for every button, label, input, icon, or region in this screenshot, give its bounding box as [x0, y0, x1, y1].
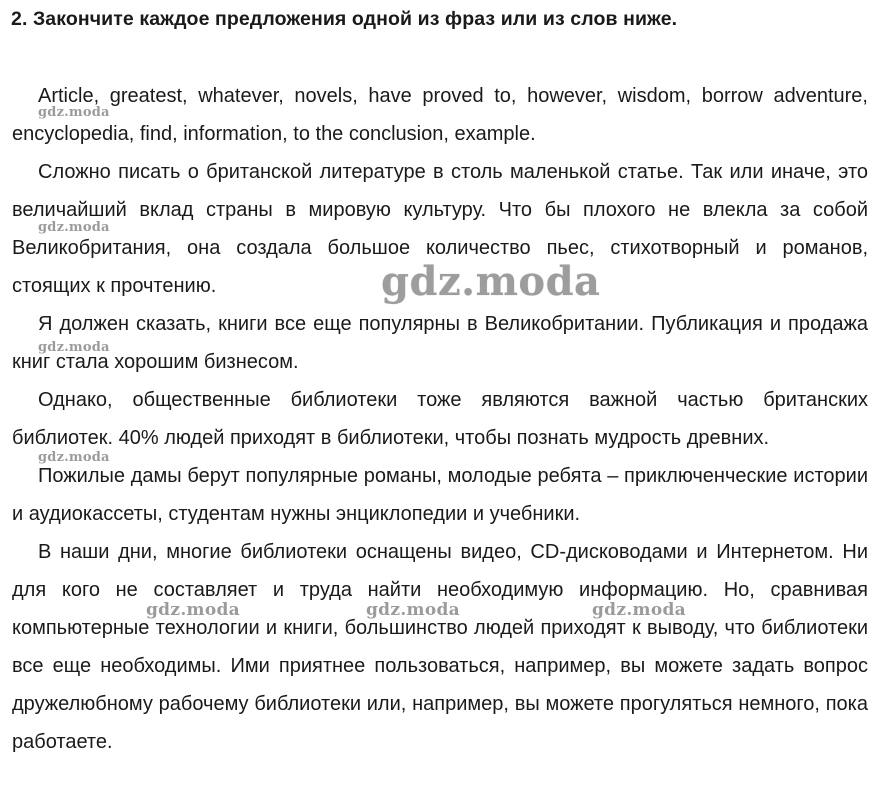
watermark-logo-large: gdz.moda [381, 258, 601, 305]
watermark-logo: gdz.moda [38, 105, 110, 120]
text-paragraph-5: В наши дни, многие библиотеки оснащены видео, CD-дисководами и Интернетом. Ни для кого не составляет и труда найти необходимую информацию. Но, сравнивая компьютерные технологии и книги, большинство людей приходят к выводу, что библиотеки все еще необходимы. Ими приятнее пользоваться, например, вы можете задать вопрос дружелюбному рабочему библиотеки или, например, вы можете прогуляться немного, пока работаете. [12, 541, 868, 753]
watermark-logo: gdz.moda [366, 600, 460, 620]
word-list-paragraph: Article, greatest, whatever, novels, have proved to, however, wisdom, borrow adventure, encyclopedia, find, information, to the conclusion, example. [12, 85, 868, 145]
exercise-heading: 2. Закончите каждое предложения одной из фраз или из слов ниже. [11, 8, 678, 30]
watermark-logo: gdz.moda [146, 600, 240, 620]
text-paragraph-3: Однако, общественные библиотеки тоже являются важной частью британских библиотек. 40% людей приходят в библиотеки, чтобы познать мудрость древних. [12, 389, 868, 449]
watermark-logo: gdz.moda [38, 220, 110, 235]
text-paragraph-1: Сложно писать о британской литературе в столь маленькой статье. Так или иначе, это величайший вклад страны в мировую культуру. Что бы плохого не влекла за собой Великобритания, она создала большое количество пьес, стихотворный и романов, стоящих к прочтению. [12, 161, 868, 297]
text-paragraph-2: Я должен сказать, книги все еще популярны в Великобритании. Публикация и продажа книг стала хорошим бизнесом. [12, 313, 868, 373]
text-paragraph-4: Пожилые дамы берут популярные романы, молодые ребята – приключенческие истории и аудиокассеты, студентам нужны энциклопедии и учебники. [12, 465, 868, 525]
watermark-logo: gdz.moda [38, 340, 110, 355]
watermark-logo: gdz.moda [592, 600, 686, 620]
watermark-logo: gdz.moda [38, 450, 110, 465]
